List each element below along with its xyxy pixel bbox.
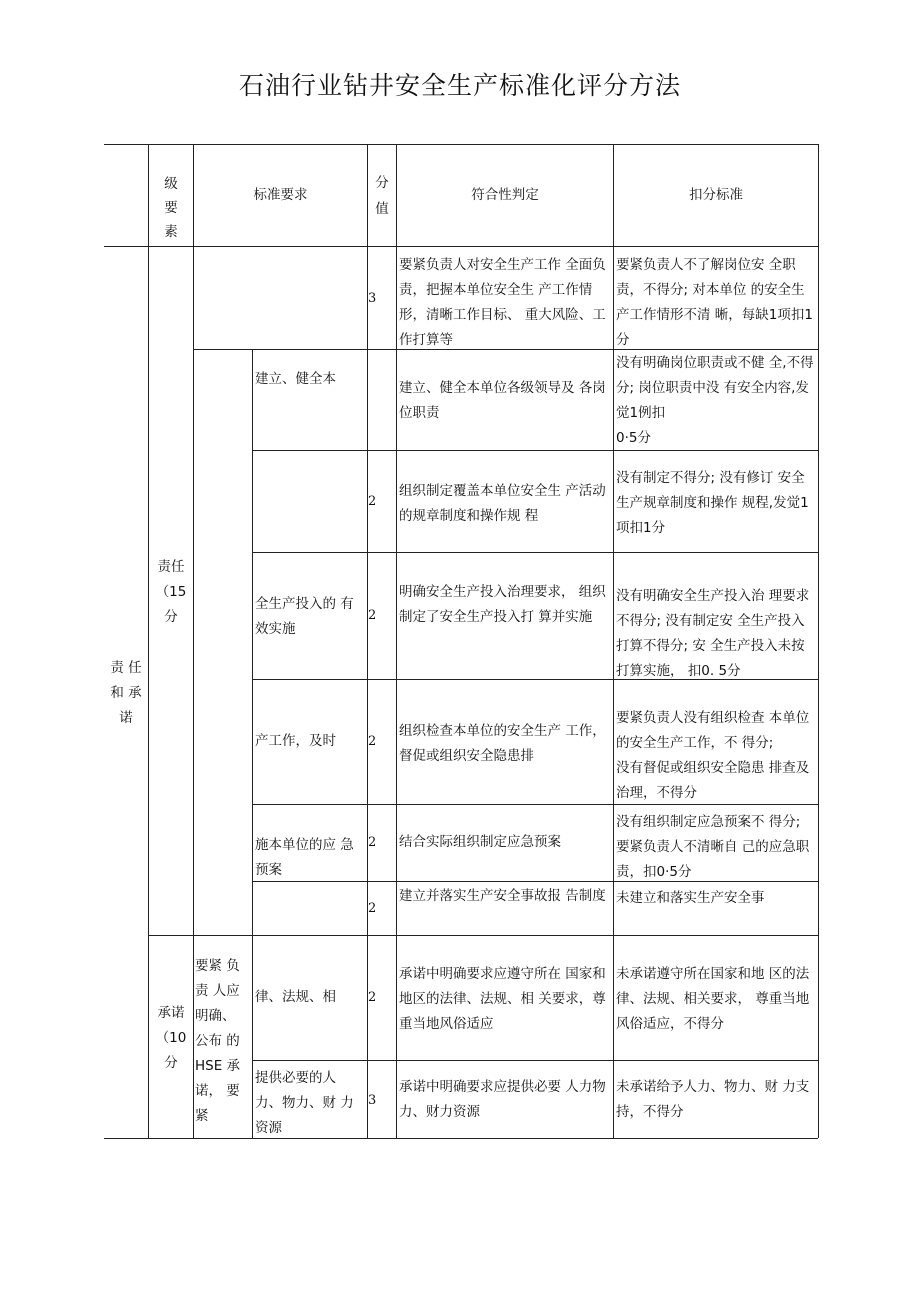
header-bottom-line <box>104 246 818 247</box>
score-value: 3 <box>368 1093 377 1108</box>
standard-text: 产工作，及时 <box>255 733 336 749</box>
conformity-text: 承诺中明确要求应提供必要 人力物力、财力资源 <box>399 1079 606 1120</box>
conformity-text: 组织制定覆盖本单位安全生 产活动的规章制度和操作规 程 <box>399 483 606 524</box>
header-conformity: 符合性判定 <box>471 187 539 203</box>
standard-text: 施本单位的应 急预案 <box>255 837 354 878</box>
table-border-top <box>104 144 818 145</box>
conformity-text: 要紧负责人对安全生产工作 全面负责，把握本单位安全生 产工作情形，清晰工作目标、 重大风险、工作打算等 <box>399 257 606 348</box>
commitment-description: 要紧 负 责 人应 明确、 公布 的 HSE 承 诺， 要 紧 <box>195 958 241 1124</box>
score-value: 2 <box>368 901 377 916</box>
score-value: 3 <box>368 291 377 306</box>
standard-text: 建立、健全本 <box>255 371 336 387</box>
conformity-text: 建立、健全本单位各级领导及 各岗位职责 <box>399 380 606 421</box>
score-value: 2 <box>368 835 377 850</box>
score-value: 2 <box>368 494 377 509</box>
table-border-right <box>818 144 819 1138</box>
deduction-text: 未承诺遵守所在国家和地 区的法律、法规、相关要求， 尊重当地风俗适应，不得分 <box>616 966 810 1032</box>
group-commitment: 承诺 （10 分 <box>155 1005 187 1071</box>
standard-text: 提供必要的人 力、物力、财 力资源 <box>255 1070 354 1136</box>
deduction-text: 要紧负责人没有组织检查 本单位的安全生产工作，不 得分; 没有督促或组织安全隐患 排查及治理，不得分 <box>616 710 810 801</box>
deduction-text: 没有明确岗位职责或不健 全,不得分; 岗位职责中没 有安全内容,发觉1例扣 0·5分 <box>616 355 814 446</box>
score-value: 2 <box>368 990 377 1005</box>
category-label: 责 任 和 承 诺 <box>110 660 142 726</box>
conformity-text: 建立并落实生产安全事故报 告制度 <box>399 888 606 904</box>
header-standard: 标准要求 <box>253 187 308 203</box>
deduction-text: 没有制定不得分; 没有修订 安全生产规章制度和操作 规程,发觉1项扣1分 <box>616 470 809 536</box>
header-deduction: 扣分标准 <box>689 187 743 203</box>
col-line <box>148 144 149 1138</box>
deduction-text: 未建立和落实生产安全事 <box>616 890 765 906</box>
deduction-text: 没有组织制定应急预案不 得分; 要紧负责人不清晰自 己的应急职责，扣0·5分 <box>616 814 810 880</box>
header-level-element: 级 要 素 <box>164 176 178 240</box>
conformity-text: 明确安全生产投入治理要求， 组织制定了安全生产投入打 算并实施 <box>399 584 606 625</box>
deduction-text: 要紧负责人不了解岗位安 全职责，不得分; 对本单位 的安全生产工作情形不清 晰，每缺1项扣1分 <box>616 257 813 348</box>
standard-text: 律、法规、相 <box>255 989 336 1005</box>
conformity-text: 结合实际组织制定应急预案 <box>399 834 561 850</box>
group-responsibility: 责任 （15 分 <box>155 559 187 625</box>
page-title: 石油行业钻井安全生产标准化评分方法 <box>238 71 681 100</box>
table-border-bottom <box>104 1138 818 1139</box>
conformity-text: 承诺中明确要求应遵守所在 国家和地区的法律、法规、相 关要求，尊重当地风俗适应 <box>399 966 606 1032</box>
deduction-text: 没有明确安全生产投入治 理要求不得分; 没有制定安 全生产投入打算不得分; 安 全生产投入未按打算实施， 扣0. 5分 <box>616 588 810 679</box>
conformity-text: 组织检查本单位的安全生产 工作，督促或组织安全隐患排 <box>399 723 606 764</box>
standard-text: 全生产投入的 有效实施 <box>255 596 354 637</box>
score-value: 2 <box>368 608 377 623</box>
row-line <box>148 935 818 936</box>
row-line <box>252 1060 818 1061</box>
row-line <box>252 552 818 553</box>
deduction-text: 未承诺给予人力、物力、财 力支持，不得分 <box>616 1079 810 1120</box>
header-score: 分 值 <box>375 175 389 217</box>
score-value: 2 <box>368 734 377 749</box>
